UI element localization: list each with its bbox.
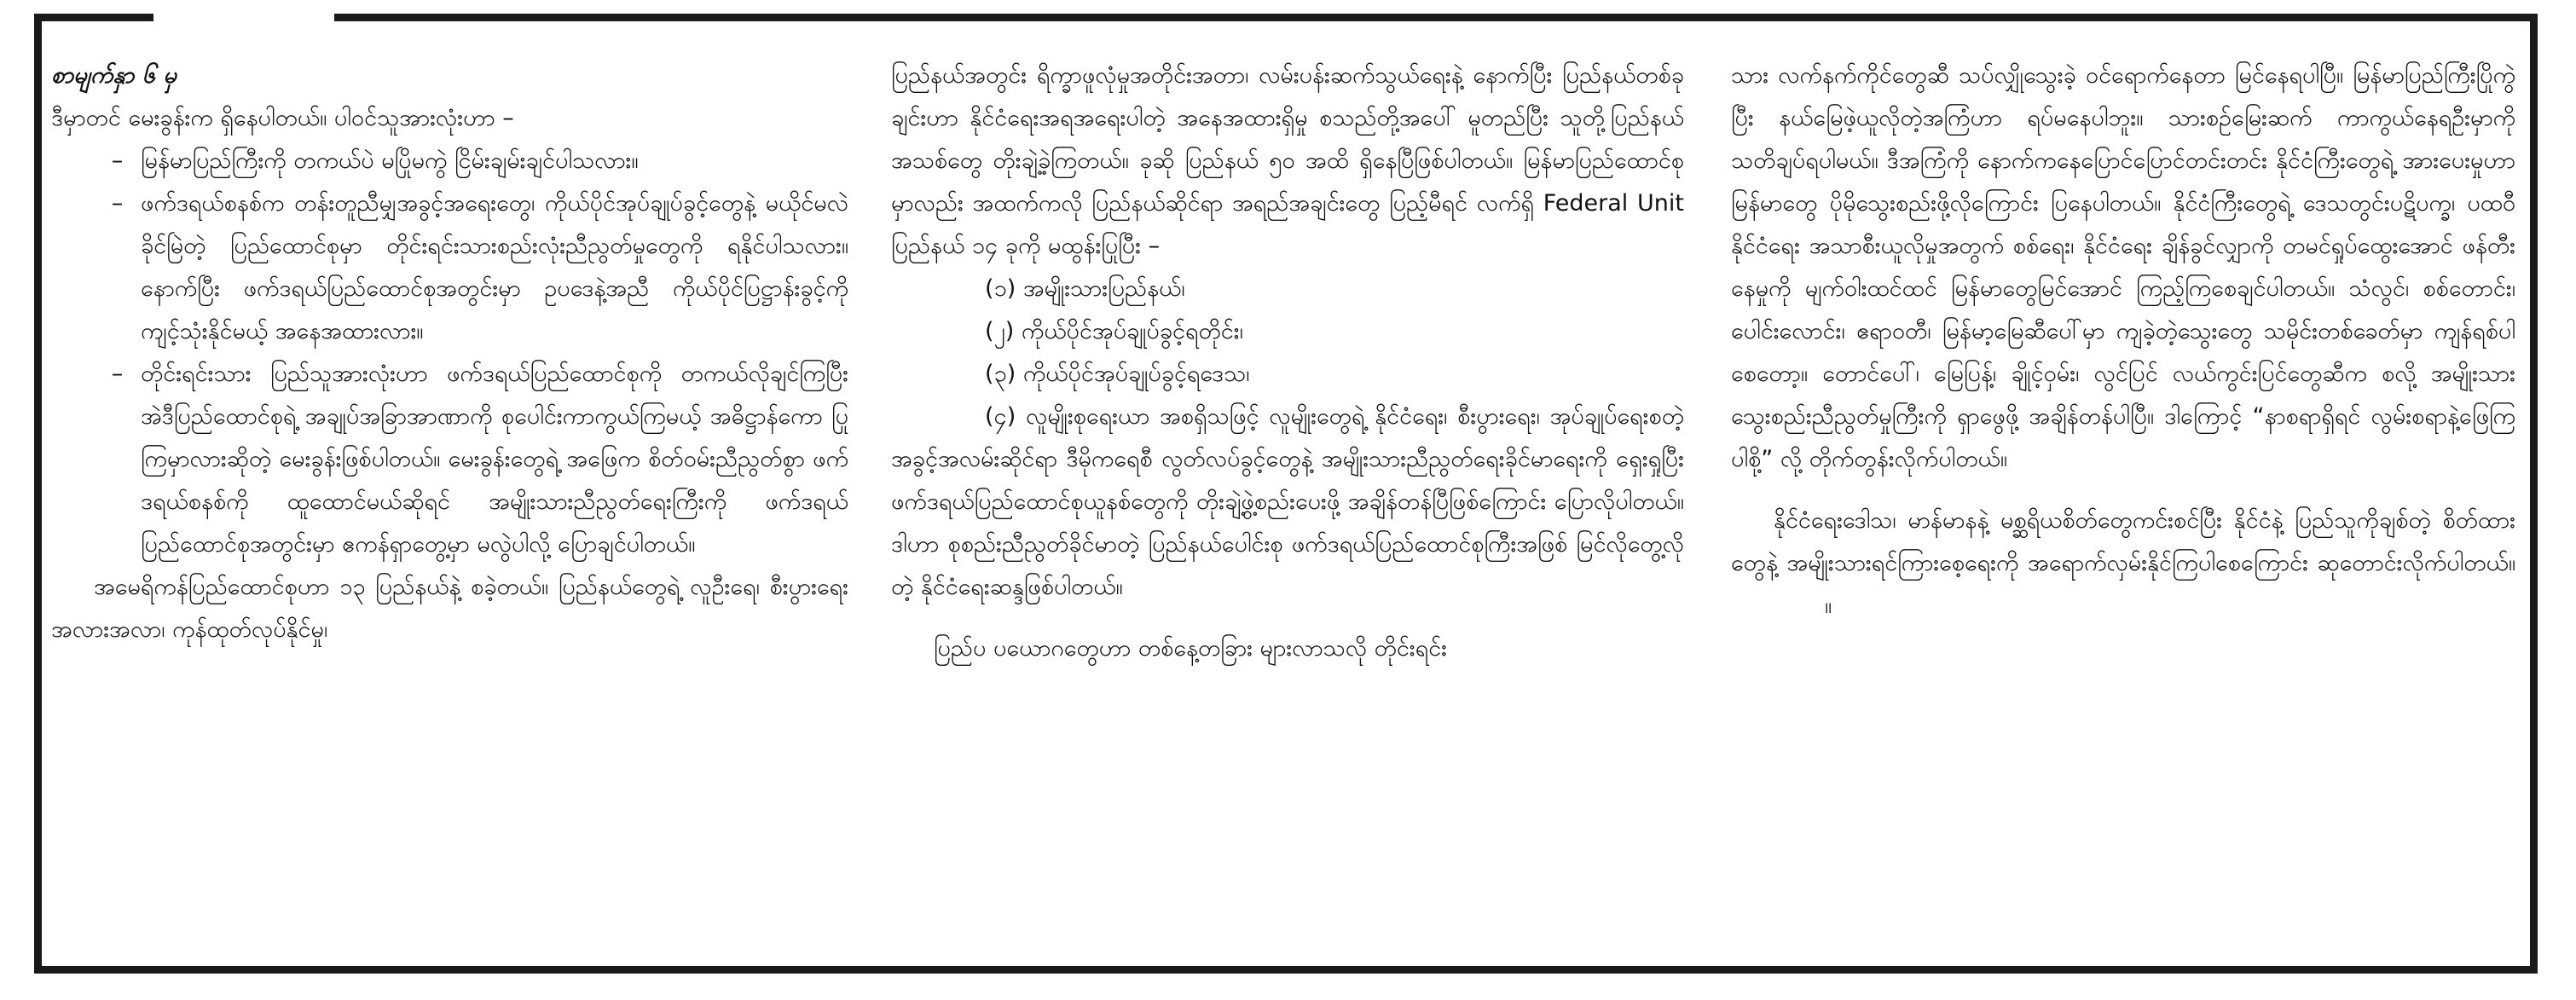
body-paragraph: အမေရိကန်ပြည်ထောင်စုဟာ ၁၃ ပြည်နယ်နဲ့ စခဲ့တယ်။ ပြည်နယ်တွေရဲ့ လူဦးရေ၊ စီးပွားရေးအလားအလာ၊ ကုန်ထုတ်လုပ်နိုင်မှု၊ [51,574,848,643]
closing-paragraph [1731,500,2515,627]
numbered-item: (၁) အမျိုးသားပြည်နယ်၊ [985,275,1185,302]
bullet-dash: – [111,190,124,217]
bullet-dash: – [111,147,124,174]
body-paragraph: ပြည်နယ်အတွင်း ရိက္ခာဖူလုံမှုအတိုင်းအတာ၊ လမ်းပန်းဆက်သွယ်ရေးနဲ့ နောက်ပြီး ပြည်နယ်တစ်ခုချင်းဟာ နိုင်ငံရေးအရအရေးပါတဲ့ အနေအထားရှိမှု စသည်တို့အပေါ် မူတည်ပြီး သူတို့ပြည်နယ်အသစ်တွေ တိုးချဲ့ခဲ့ကြတယ်။ ခုဆို ပြည်နယ် ၅၀ အထိ ရှိနေပြီဖြစ်ပါတယ်။ မြန်မာပြည်ထောင်စုမှာလည်း အထက်ကလို ပြည်နယ်ဆိုင်ရာ အရည်အချင်းတွေ ပြည့်မီရင် လက်ရှိ Federal Unit ပြည်နယ် ၁၄ ခုကို မထွန်းပြုပြီး – [891,62,1684,259]
body-paragraph: ပြည်ပ ပယောဂတွေဟာ တစ်နေ့တခြား များလာသလို တိုင်းရင်း [934,635,1448,662]
closing-text: နိုင်ငံရေးဒေါသ၊ မာန်မာနနဲ့ မစ္ဆရိယစိတ်တွေကင်းစင်ပြီး နိုင်ငံနဲ့ ပြည်သူကိုချစ်တဲ့ စိတ်ထားတွေနဲ့ အမျိုးသားရင်ကြားစေ့ရေးကို အရောက်လှမ်းနိုင်ကြပါစေကြောင်း ဆုတောင်းလိုက်ပါတယ်။ [1731,507,2515,576]
bullet-text: မြန်မာပြည်ကြီးကို တကယ်ပဲ မပြိုမကွဲ ငြိမ်းချမ်းချင်ပါသလား။ [141,147,639,174]
column-3 [1731,55,2515,958]
frame-top-rule-right [334,14,2538,21]
bullet-item [51,140,848,182]
bullet-item [51,182,848,353]
intro-line: ဒီမှာတင် မေးခွန်းက ရှိနေပါတယ်။ ပါဝင်သူအားလုံးဟာ – [51,105,514,131]
bullet-text: ဖက်ဒရယ်စနစ်က တန်းတူညီမျှအခွင့်အရေးတွေ၊ ကိုယ်ပိုင်အုပ်ချုပ်ခွင့်တွေနဲ့ မယိုင်မလဲခိုင်မြဲတဲ့ ပြည်ထောင်စုမှာ တိုင်းရင်းသားစည်းလုံးညီညွတ်မှုတွေကို ရနိုင်ပါသလား။ နောက်ပြီး ဖက်ဒရယ်ပြည်ထောင်စုအတွင်းမှာ ဥပဒေနဲ့အညီ ကိုယ်ပိုင်ပြဋ္ဌာန်းခွင့်ကို ကျင့်သုံးနိုင်မယ့် အနေအထားလား။ [141,190,848,344]
numbered-item: (၃) ကိုယ်ပိုင်အုပ်ချုပ်ခွင့်ရဒေသ၊ [985,361,1250,387]
frame-top-rule-left [34,14,153,21]
bullet-text: တိုင်းရင်းသား ပြည်သူအားလုံးဟာ ဖက်ဒရယ်ပြည်ထောင်စုကို တကယ်လိုချင်ကြပြီး အဲဒီပြည်ထောင်စုရဲ့ အချုပ်အခြာအာဏာကို စုပေါင်းကာကွယ်ကြမယ့် အဓိဋ္ဌာန်ကော ပြုကြမှာလားဆိုတဲ့ မေးခွန်းဖြစ်ပါတယ်။ မေးခွန်းတွေရဲ့ အဖြေက စိတ်ဝမ်းညီညွတ်စွာ ဖက်ဒရယ်စနစ်ကို ထူထောင်မယ်ဆိုရင် အမျိုးသားညီညွတ်ရေးကြီးကို ဖက်ဒရယ်ပြည်ထောင်စုအတွင်းမှာ ဧကန်ရှာတွေ့မှာ မလွဲပါလို့ ပြောချင်ပါတယ်။ [141,361,848,558]
numbered-item: (၂) ကိုယ်ပိုင်အုပ်ချုပ်ခွင့်ရတိုင်း၊ [985,318,1243,344]
end-mark: ။ [1825,592,1832,619]
numbered-item-long: (၄) လူမျိုးစုရေးယာ အစရှိသဖြင့် လူမျိုးတွေရဲ့ နိုင်ငံရေး၊ စီးပွားရေး၊ အုပ်ချုပ်ရေးစတဲ့ အခွင့်အလမ်းဆိုင်ရာ ဒီမိုကရေစီ လွတ်လပ်ခွင့်တွေနဲ့ အမျိုးသားညီညွတ်ရေးခိုင်မာရေးကို ရှေးရှုပြီး ဖက်ဒရယ်ပြည်ထောင်စုယူနစ်တွေကို တိုးချဲ့ဖွဲ့စည်းပေးဖို့ အချိန်တန်ပြီဖြစ်ကြောင်း ပြောလိုပါတယ်။ ဒါဟာ စုစည်းညီညွတ်ခိုင်မာတဲ့ ပြည်နယ်ပေါင်းစု ဖက်ဒရယ်ပြည်ထောင်စုကြီးအဖြစ် မြင်လိုတွေ့လိုတဲ့ နိုင်ငံရေးဆန္ဒဖြစ်ပါတယ်။ [891,403,1684,600]
column-2 [891,55,1684,958]
body-paragraph: သား လက်နက်ကိုင်တွေဆီ သပ်လျှိုသွေးခဲ့ ဝင်ရောက်နေတာ မြင်နေရပါပြီ။ မြန်မာပြည်ကြီးပြိုကွဲပြီး နယ်မြေဖဲ့ယူလိုတဲ့အကြံဟာ ရပ်မနေပါဘူး။ သားစဉ်မြေးဆက် ကာကွယ်နေရဦးမှာကို သတိချပ်ရပါမယ်။ ဒီအကြံကို နောက်ကနေပြောင်ပြောင်တင်းတင်း နိုင်ငံကြီးတွေရဲ့ အားပေးမှုဟာ မြန်မာတွေ ပိုမိုသွေးစည်းဖို့လိုကြောင်း ပြနေပါတယ်။ နိုင်ငံကြီးတွေရဲ့ ဒေသတွင်းပဋိပက္ခ၊ ပထဝီနိုင်ငံရေး အသာစီးယူလိုမှုအတွက် စစ်ရေး၊ နိုင်ငံရေး ချိန်ခွင်လျှာကို တမင်ရှုပ်ထွေးအောင် ဖန်တီးနေမှုကို မျက်ဝါးထင်ထင် မြန်မာတွေမြင်အောင် ကြည့်ကြစေချင်ပါတယ်။ သံလွင်၊ စစ်တောင်း၊ ပေါင်းလောင်း၊ ဧရာဝတီ၊ မြန်မာ့မြေဆီပေါ်မှာ ကျခဲ့တဲ့သွေးတွေ သမိုင်းတစ်ခေတ်မှာ ကျန်ရစ်ပါစေတော့။ တောင်ပေါ်၊ မြေပြန့်၊ ချိုင့်ဝှမ်း၊ လွင်ပြင် လယ်ကွင်းပြင်တွေဆီက စလို့ အမျိုးသားသွေးစည်းညီညွတ်မှုကြီးကို ရှာဖွေဖို့ အချိန်တန်ပါပြီ။ ဒါကြောင့် “နာစရာရှိရင် လွမ်းစရာနဲ့ဖြေကြပါစို့” လို့ တိုက်တွန်းလိုက်ပါတယ်။ [1731,62,2515,472]
bullet-item [51,353,848,566]
continuation-heading: စာမျက်နှာ ၆ မှ [51,62,177,89]
bullet-dash: – [111,361,124,387]
column-1 [51,55,848,958]
